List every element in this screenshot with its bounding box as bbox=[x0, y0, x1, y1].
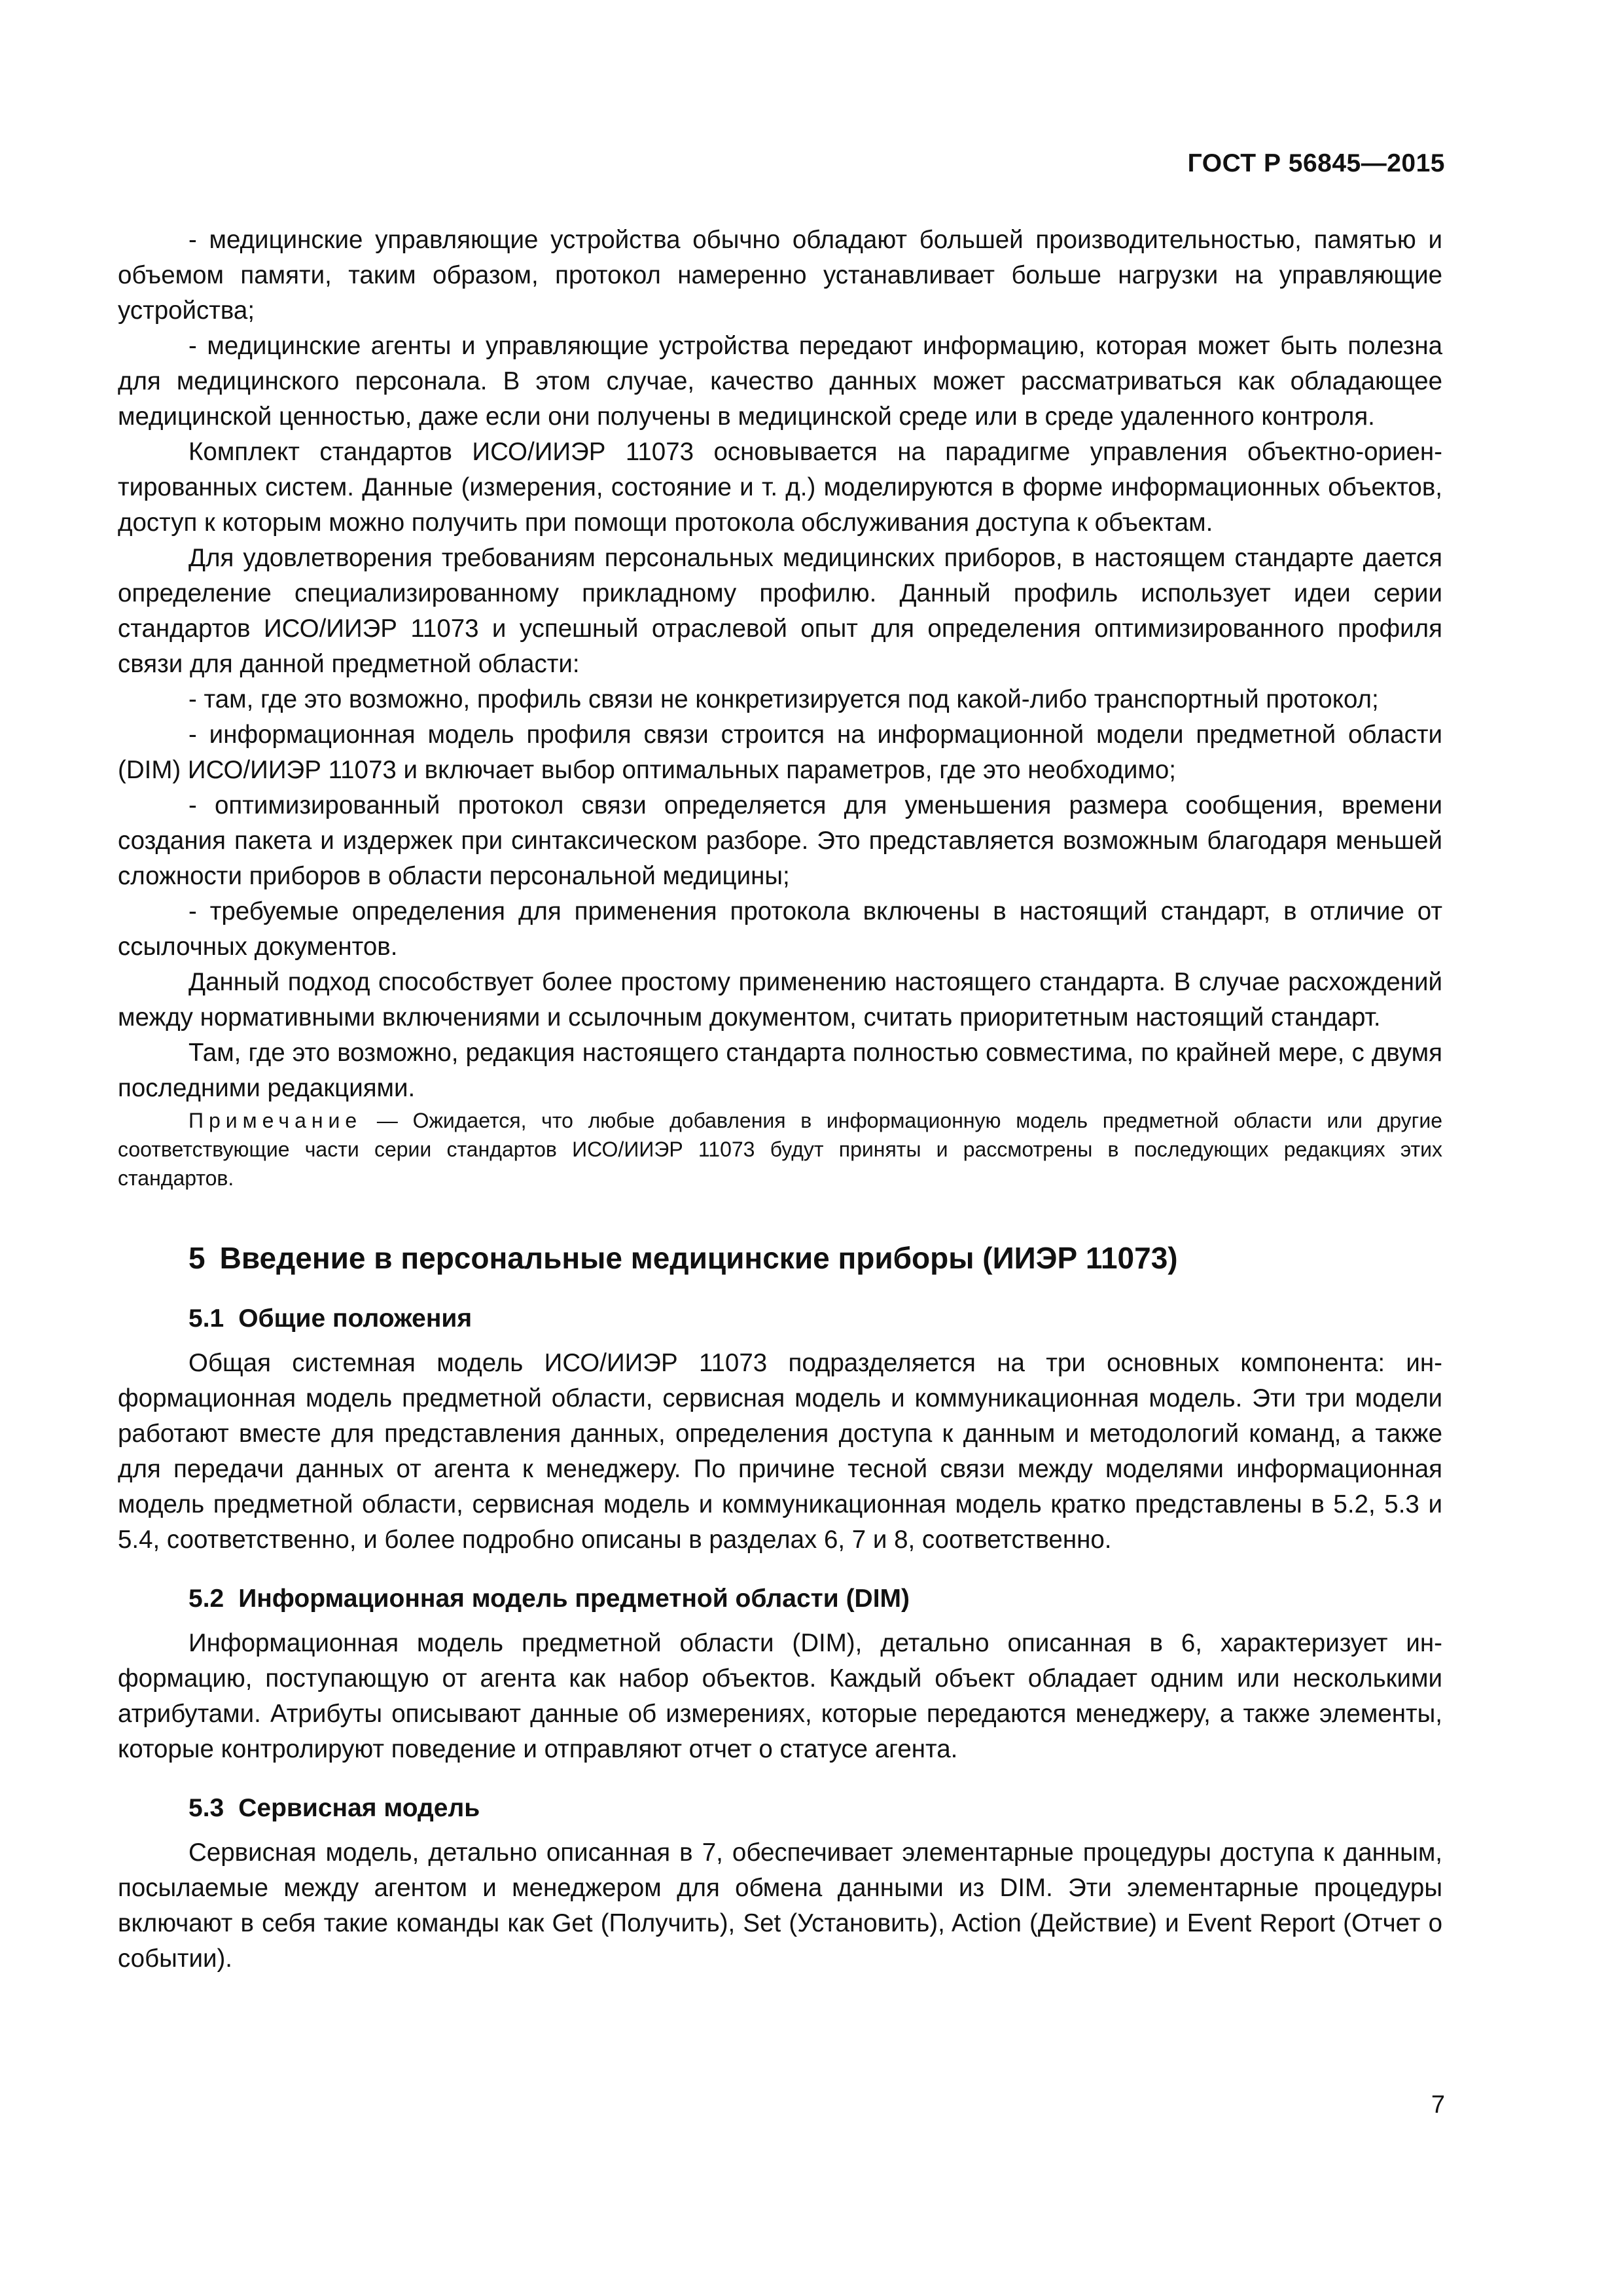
subsection-number: 5.2 bbox=[188, 1585, 224, 1613]
paragraph: Сервисная модель, детально описанная в 7, обеспечивает элементарные процедуры доступа к данным, посылаемые между агентом и менеджером для обмена данными из DIM. Эти элементарные процедуры включают в себя такие команды как Get (Получить), Set (Установить), Action (Действие) и Event Report (Отчет о событии). bbox=[118, 1839, 1442, 1973]
subsection-heading bbox=[118, 1581, 1442, 1617]
page-number: 7 bbox=[1431, 2091, 1445, 2119]
document-body bbox=[118, 223, 1442, 1977]
section-number: 5 bbox=[188, 1241, 205, 1275]
subsection-heading bbox=[118, 1301, 1442, 1336]
subsection-number: 5.1 bbox=[188, 1304, 224, 1333]
paragraph: - медицинские управляющие устройства обычно обладают большей производительностью, памятью и объемом памяти, таким образом, протокол намеренно устанавливает больше нагрузки на управляющие устройства; bbox=[118, 226, 1442, 325]
paragraph: Общая системная модель ИСО/ИИЭР 11073 подразделяется на три основных компонента: информационная модель предметной области, сервисная модель и коммуникационная модель. Эти три модели работают вместе для представления данных, определения доступа к данным и методологий команд, а также для передачи данных от агента к менеджеру. По причине тесной связи между моделями информационная модель предметной области, сервисная модель и коммуникационная модель кратко представлены в 5.2, 5.3 и 5.4, соответственно, и более подробно описаны в разделах 6, 7 и 8, соответственно. bbox=[118, 1349, 1442, 1554]
paragraph: Комплект стандартов ИСО/ИИЭР 11073 основывается на парадигме управления объектно-ориентированных систем. Данные (измерения, состояние и т. д.) моделируются в форме информационных объектов, доступ к которым можно получить при помощи протокола обслуживания доступа к объектам. bbox=[118, 438, 1442, 537]
paragraph: - требуемые определения для применения протокола включены в настоящий стандарт, в отличие от ссылочных документов. bbox=[118, 897, 1442, 961]
section-heading bbox=[118, 1238, 1442, 1278]
note-label: Примечание bbox=[188, 1109, 363, 1132]
paragraph: - медицинские агенты и управляющие устройства передают информацию, которая может быть полезна для медицинского персонала. В этом случае, качество данных может рассматриваться как обладающее медицинской ценностью, даже если они получены в медицинской среде или в среде удаленного контроля. bbox=[118, 332, 1442, 431]
subsection-title: Сервисная модель bbox=[238, 1794, 480, 1822]
paragraph: Для удовлетворения требованиям персональных медицинских приборов, в настоящем стандарте дается определение специализированному прикладному профилю. Данный профиль использует идеи серии стандартов ИСО/ИИЭР 11073 и успешный отраслевой опыт для определения оптимизированного профиля связи для данной предметной области: bbox=[118, 544, 1442, 678]
paragraph: - оптимизированный протокол связи определяется для уменьшения размера сообщения, времени создания пакета и издержек при синтаксическом разборе. Это представляется возможным благодаря меньшей сложности приборов в области персональной медицины; bbox=[118, 791, 1442, 890]
paragraph: Информационная модель предметной области (DIM), детально описанная в 6, характеризует информацию, поступающую от агента как набор объектов. Каждый объект обладает одним или несколькими атрибутами. Атрибуты описывают данные об измерениях, которые передаются менеджеру, а также элементы, которые контролируют поведение и отправляют отчет о статусе агента. bbox=[118, 1629, 1442, 1763]
paragraph: - информационная модель профиля связи строится на информационной модели предметной области (DIM) ИСО/ИИЭР 11073 и включает выбор оптимальных параметров, где это необходимо; bbox=[118, 721, 1442, 784]
paragraph: Данный подход способствует более простому применению настоящего стандарта. В случае расхождений между нормативными включениями и ссылочным документом, считать приоритетным настоящий стандарт. bbox=[118, 968, 1442, 1031]
note-text: — Ожидается, что любые добавления в информационную модель предметной области или другие соответствующие части серии стандартов ИСО/ИИЭР 11073 будут приняты и рассмотрены в последующих редакциях этих стандартов. bbox=[118, 1109, 1442, 1190]
subsection-number: 5.3 bbox=[188, 1794, 224, 1822]
standard-code-header: ГОСТ Р 56845—2015 bbox=[1187, 149, 1445, 177]
section-title: Введение в персональные медицинские приборы (ИИЭР 11073) bbox=[219, 1241, 1178, 1275]
note-paragraph bbox=[118, 1106, 1442, 1193]
subsection-title: Общие положения bbox=[238, 1304, 473, 1333]
paragraph: - там, где это возможно, профиль связи не конкретизируется под какой-либо транспортный протокол; bbox=[188, 685, 1379, 713]
paragraph: Там, где это возможно, редакция настоящего стандарта полностью совместима, по крайней мере, с двумя последними редакциями. bbox=[118, 1039, 1442, 1102]
subsection-heading bbox=[118, 1791, 1442, 1826]
subsection-title: Информационная модель предметной области (DIM) bbox=[238, 1585, 910, 1613]
